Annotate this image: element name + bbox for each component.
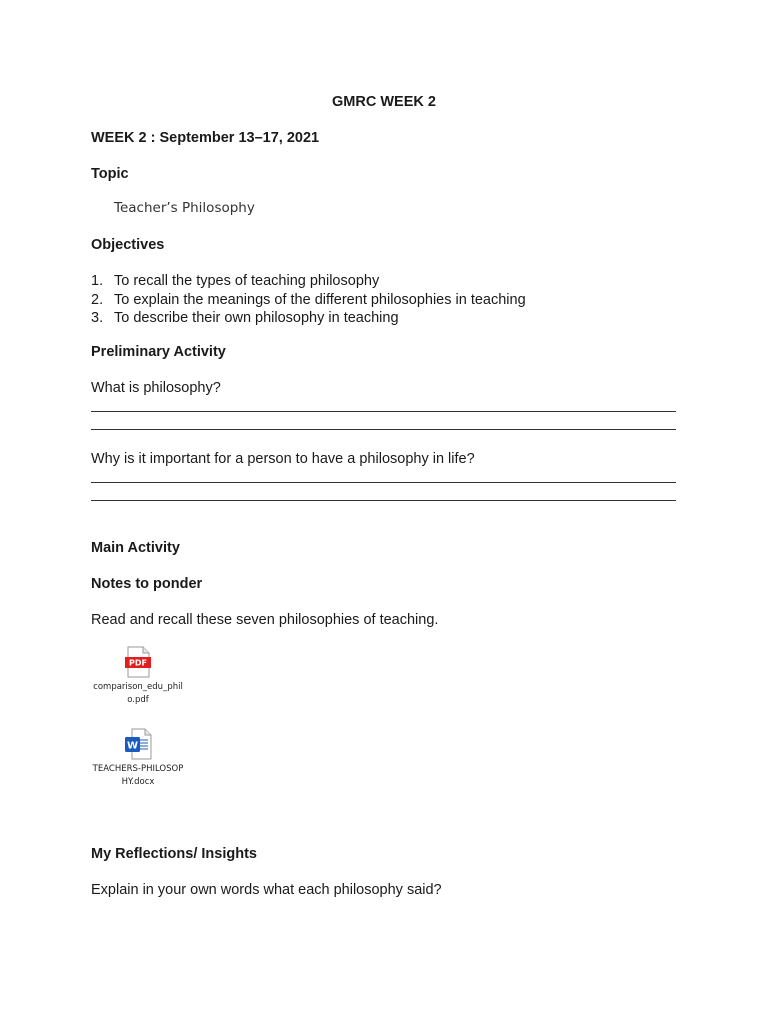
objective-item [91, 272, 526, 291]
attachment-docx[interactable] [88, 728, 188, 789]
word-icon-label: W [126, 740, 139, 752]
pdf-icon-label: PDF [129, 658, 147, 668]
question-why-important: Why is it important for a person to have a philosophy in life? [91, 451, 475, 467]
preliminary-activity-heading: Preliminary Activity [91, 344, 226, 360]
notes-text: Read and recall these seven philosophies of teaching. [91, 612, 439, 628]
attachment-filename: TEACHERS-PHILOSOP HY.docx [92, 764, 184, 787]
question-what-is-philosophy: What is philosophy? [91, 380, 221, 396]
attachment-filename: comparison_edu_phil o.pdf [93, 682, 183, 705]
objective-number: 3. [91, 310, 104, 326]
word-doc-icon [124, 728, 152, 760]
objective-item [91, 291, 526, 310]
main-activity-heading: Main Activity [91, 540, 180, 556]
objectives-list [91, 272, 526, 328]
answer-line[interactable] [91, 429, 676, 430]
topic-value: Teacher’s Philosophy [114, 200, 255, 216]
reflections-prompt: Explain in your own words what each philosophy said? [91, 882, 442, 898]
page-title: GMRC WEEK 2 [332, 94, 436, 110]
objective-item [91, 309, 526, 328]
objective-number: 1. [91, 273, 104, 289]
reflections-heading: My Reflections/ Insights [91, 846, 257, 862]
objective-text: To recall the types of teaching philosophy [114, 273, 380, 289]
answer-line[interactable] [91, 411, 676, 412]
notes-to-ponder-heading: Notes to ponder [91, 576, 203, 592]
topic-heading: Topic [91, 166, 129, 182]
attachment-pdf[interactable] [88, 646, 188, 707]
pdf-file-icon [125, 646, 151, 678]
answer-line[interactable] [91, 482, 676, 483]
objective-text: To describe their own philosophy in teaching [114, 310, 399, 326]
objectives-heading: Objectives [91, 237, 165, 253]
objective-text: To explain the meanings of the different philosophies in teaching [114, 291, 526, 308]
objective-number: 2. [91, 291, 104, 308]
week-heading: WEEK 2 : September 13–17, 2021 [91, 130, 320, 146]
answer-line[interactable] [91, 500, 676, 501]
